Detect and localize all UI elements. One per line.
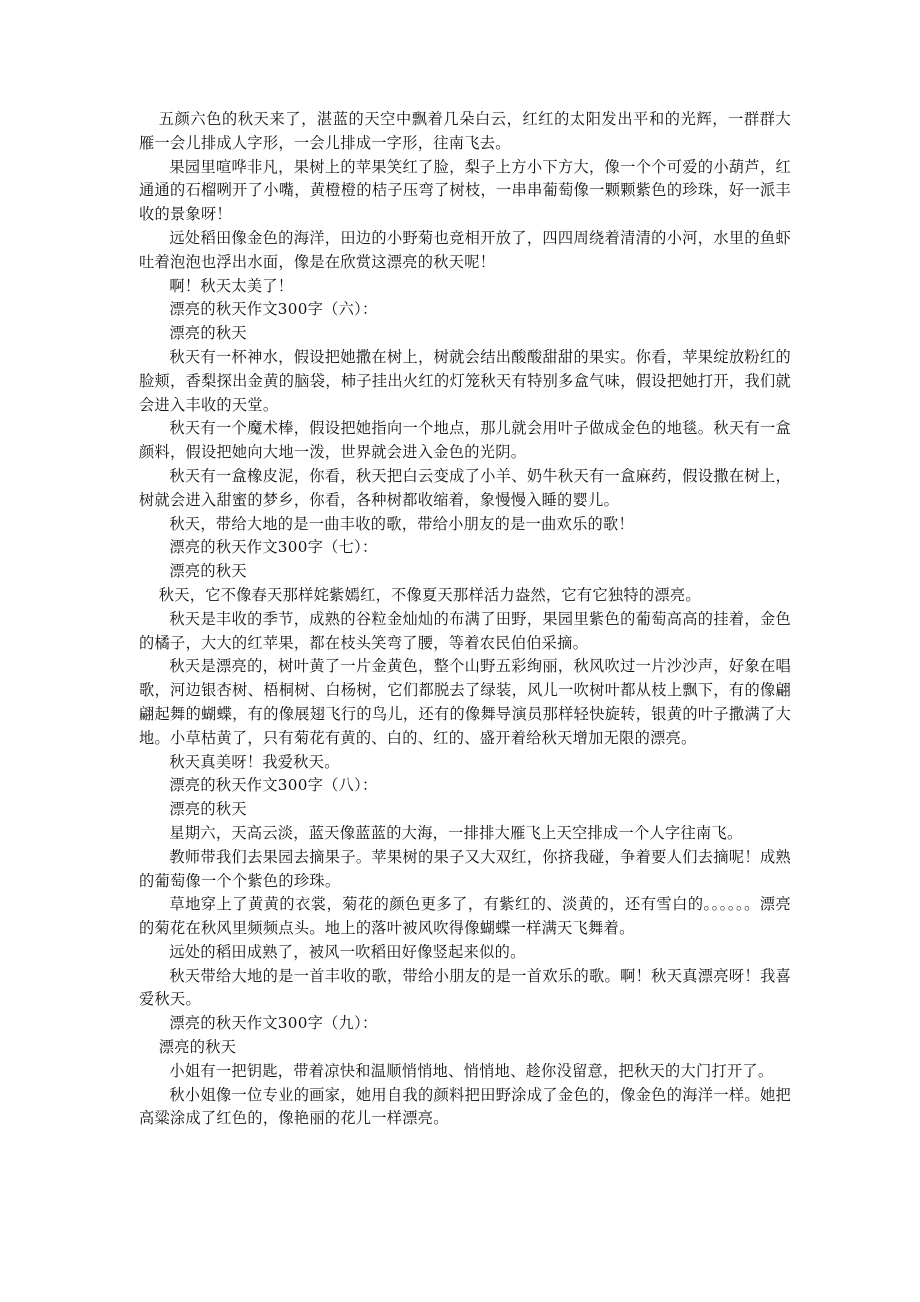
paragraph: 教师带我们去果园去摘果子。苹果树的果子又大双红，你挤我碰，争着要人们去摘呢！成熟的葡萄像一个个紫色的珍珠。 [139, 847, 791, 890]
essay-title: 漂亮的秋天 [169, 324, 247, 343]
essay-heading: 漂亮的秋天作文300字（九）： [169, 1014, 378, 1033]
paragraph: 秋天带给大地的是一首丰收的歌，带给小朋友的是一首欢乐的歌。啊！秋天真漂亮呀！我喜爱秋天。 [139, 966, 791, 1009]
paragraph: 果园里喧哗非凡，果树上的苹果笑红了脸，梨子上方小下方大，像一个个可爱的小葫芦，红通通的石榴咧开了小嘴，黄橙橙的桔子压弯了树枝，一串串葡萄像一颗颗紫色的珍珠，好一派丰收的景象呀！ [139, 157, 791, 224]
document-body [139, 108, 791, 1131]
essay-title: 漂亮的秋天 [169, 562, 247, 581]
paragraph: 秋天真美呀！我爱秋天。 [169, 752, 340, 771]
paragraph: 啊！秋天太美了！ [169, 276, 294, 295]
paragraph: 五颜六色的秋天来了，湛蓝的天空中飘着几朵白云，红红的太阳发出平和的光辉，一群群大雁一会儿排成人字形，一会儿排成一字形，往南飞去。 [139, 110, 791, 152]
paragraph: 草地穿上了黄黄的衣裳，菊花的颜色更多了，有紫红的、淡黄的，还有雪白的。。。。。。漂亮的菊花在秋风里频频点头。地上的落叶被风吹得像蝴蝶一样满天飞舞着。 [139, 895, 791, 938]
paragraph: 秋天有一个魔术棒，假设把她指向一个地点，那儿就会用叶子做成金色的地毯。秋天有一盒颜料，假设把她向大地一泼，世界就会进入金色的光阴。 [139, 419, 791, 462]
paragraph: 秋天是漂亮的，树叶黄了一片金黄色，整个山野五彩绚丽，秋风吹过一片沙沙声，好象在唱歌，河边银杏树、梧桐树、白杨树，它们都脱去了绿装，风儿一吹树叶都从枝上飘下，有的像翩翩起舞的蝴蝶，有的像展翅飞行的鸟儿，还有的像舞导演员那样轻快旋转，银黄的叶子撒满了大地。小草枯黄了，只有菊花有黄的、白的、红的、盛开着给秋天增加无限的漂亮。 [139, 657, 791, 747]
paragraph: 秋小姐像一位专业的画家，她用自我的颜料把田野涂成了金色的，像金色的海洋一样。她把高粱涂成了红色的，像艳丽的花儿一样漂亮。 [139, 1085, 791, 1128]
paragraph: 秋天有一盒橡皮泥，你看，秋天把白云变成了小羊、奶牛秋天有一盒麻药，假设撒在树上，树就会进入甜蜜的梦乡，你看，各种树都收缩着，象慢慢入睡的婴儿。 [139, 466, 791, 509]
essay-title: 漂亮的秋天 [158, 1038, 237, 1057]
paragraph: 星期六，天高云淡，蓝天像蓝蓝的大海，一排排大雁飞上天空排成一个人字往南飞。 [169, 823, 743, 842]
paragraph: 小姐有一把钥匙，带着凉快和温顺悄悄地、悄悄地、趁你没留意，把秋天的大门打开了。 [169, 1061, 774, 1080]
essay-title: 漂亮的秋天 [169, 800, 247, 819]
paragraph: 远处的稻田成熟了，被风一吹稻田好像竖起来似的。 [169, 942, 526, 961]
paragraph: 秋天有一杯神水，假设把她撒在树上，树就会结出酸酸甜甜的果实。你看，苹果绽放粉红的脸颊，香梨探出金黄的脑袋，柿子挂出火红的灯笼秋天有特别多盒气味，假设把她打开，我们就会进入丰收的天堂。 [139, 347, 791, 414]
essay-heading: 漂亮的秋天作文300字（七）： [169, 538, 378, 557]
paragraph: 秋天，它不像春天那样姹紫嫣红，不像夏天那样活力盎然，它有它独特的漂亮。 [158, 585, 701, 604]
essay-heading: 漂亮的秋天作文300字（六）： [169, 300, 378, 319]
paragraph: 远处稻田像金色的海洋，田边的小野菊也竞相开放了，四四周绕着清清的小河，水里的鱼虾吐着泡泡也浮出水面，像是在欣赏这漂亮的秋天呢！ [139, 228, 791, 271]
essay-heading: 漂亮的秋天作文300字（八）： [169, 776, 378, 795]
paragraph: 秋天是丰收的季节，成熟的谷粒金灿灿的布满了田野，果园里紫色的葡萄高高的挂着，金色的橘子，大大的红苹果，都在枝头笑弯了腰，等着农民伯伯采摘。 [139, 609, 791, 652]
paragraph: 秋天，带给大地的是一曲丰收的歌，带给小朋友的是一曲欢乐的歌！ [169, 514, 635, 533]
